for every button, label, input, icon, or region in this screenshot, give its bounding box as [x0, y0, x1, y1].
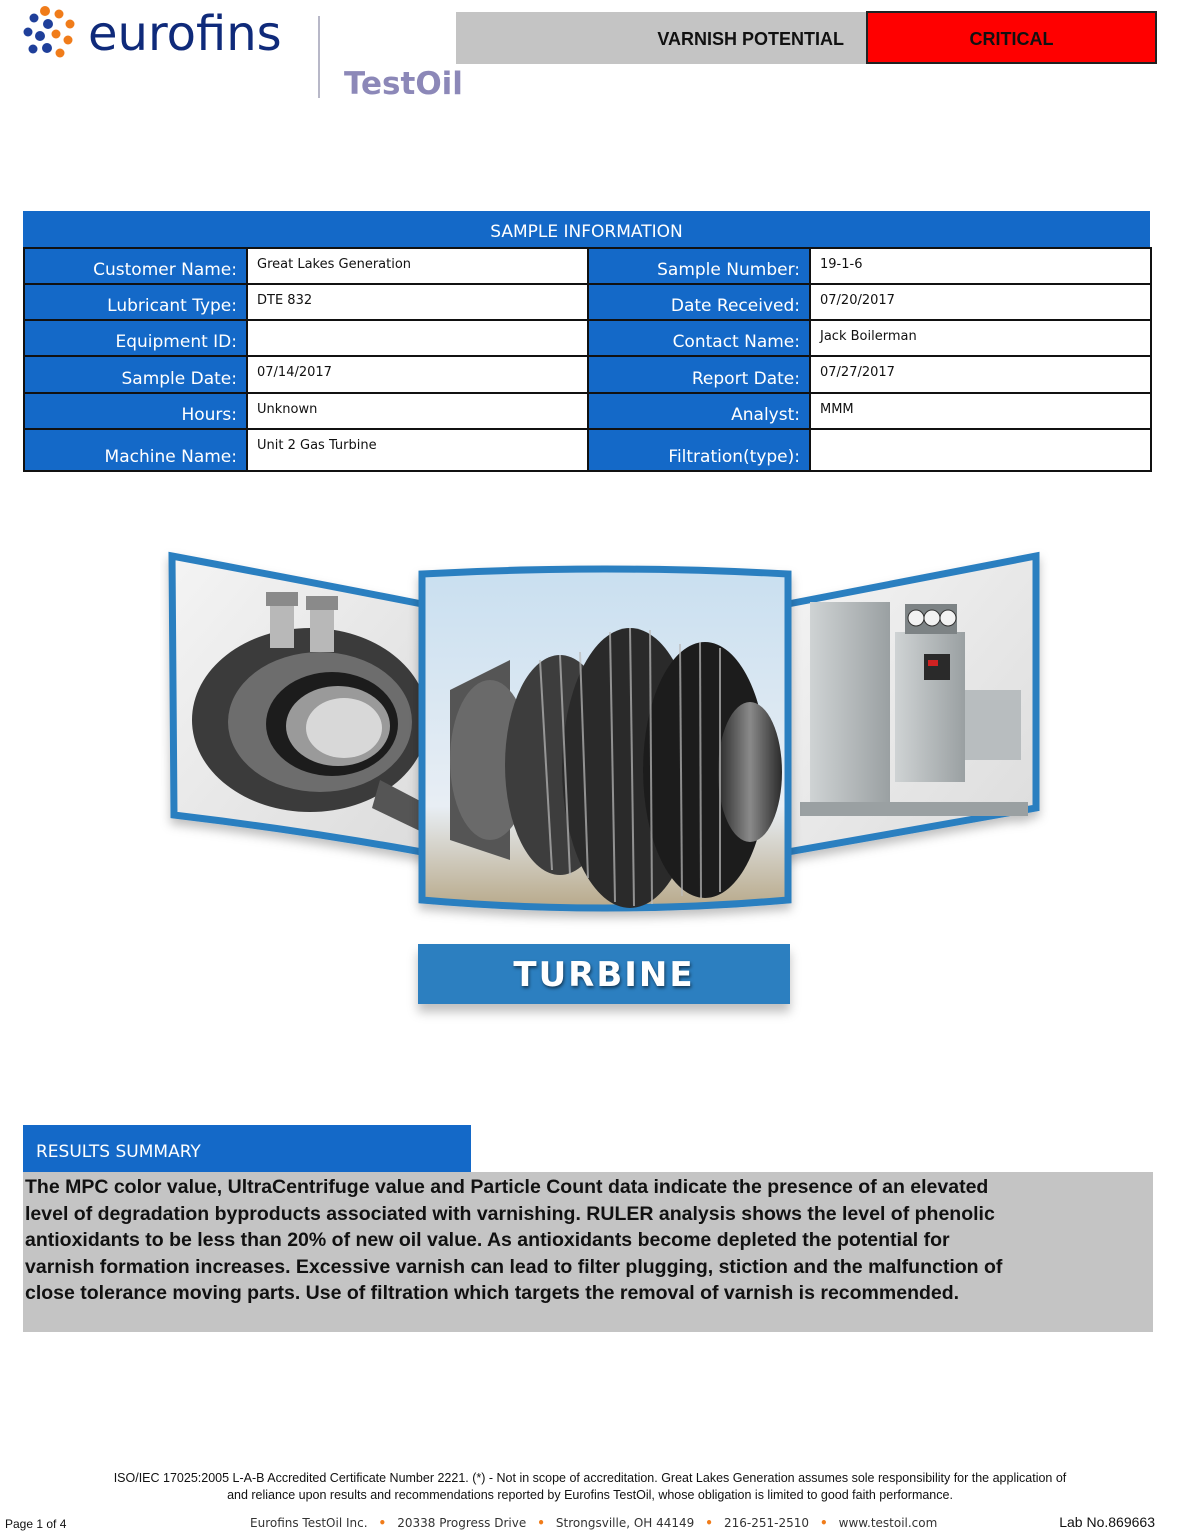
sample-field-label: Analyst: [588, 393, 810, 429]
sample-field-label: Sample Date: [24, 356, 247, 392]
results-line: close tolerance moving parts. Use of filtration which targets the removal of varnish is recommended. [25, 1282, 960, 1305]
sample-field-value: Unit 2 Gas Turbine [247, 429, 588, 471]
logo-dots-icon [22, 4, 80, 62]
sample-field-value: Jack Boilerman [810, 320, 1151, 356]
footer-address: 20338 Progress Drive [397, 1516, 527, 1530]
bullet-icon: • [378, 1516, 387, 1530]
results-summary-text [25, 1174, 1025, 1307]
page-number: Page 1 of 4 [5, 1517, 67, 1531]
accreditation-note [60, 1470, 1120, 1504]
footer-contact [250, 1516, 937, 1530]
footer-company: Eurofins TestOil Inc. [250, 1516, 368, 1530]
eurofins-logo [22, 4, 463, 104]
logo-divider [318, 16, 320, 98]
sample-info-row [24, 320, 1151, 356]
results-line: The MPC color value, UltraCentrifuge value and Particle Count data indicate the presence of an elevated [25, 1176, 989, 1198]
sample-field-value: Great Lakes Generation [247, 248, 588, 284]
sample-info-row [24, 429, 1151, 471]
sample-field-value: 19-1-6 [810, 248, 1151, 284]
oil-skid-panel [788, 556, 1036, 852]
sample-info-row [24, 248, 1151, 284]
accreditation-line: ISO/IEC 17025:2005 L-A-B Accredited Certificate Number 2221. (*) - Not in scope of accreditation. Great Lakes Generation assumes sole responsibility for the application of [113, 1471, 1067, 1485]
sample-field-value: 07/27/2017 [810, 356, 1151, 392]
varnish-potential-label: VARNISH POTENTIAL [657, 29, 844, 49]
sample-field-value: Unknown [247, 393, 588, 429]
sample-field-value [810, 429, 1151, 471]
sample-field-value: 07/20/2017 [810, 284, 1151, 320]
sample-field-label: Customer Name: [24, 248, 247, 284]
sample-info-title: SAMPLE INFORMATION [23, 211, 1150, 247]
footer-city: Strongsville, OH 44149 [555, 1516, 695, 1530]
sample-field-label: Contact Name: [588, 320, 810, 356]
sample-info-row [24, 356, 1151, 392]
sample-field-label: Machine Name: [24, 429, 247, 471]
varnish-potential-bar [456, 12, 866, 64]
bullet-icon: • [705, 1516, 713, 1530]
sample-field-label: Sample Number: [588, 248, 810, 284]
lab-number: Lab No.869663 [1059, 1514, 1155, 1530]
varnish-status-text: CRITICAL [969, 29, 1054, 49]
brand-sub: TestOil [344, 66, 463, 102]
sample-info-row [24, 393, 1151, 429]
sample-info-table [23, 247, 1152, 472]
sample-field-value [247, 320, 588, 356]
brand-name: eurofins [88, 6, 282, 62]
results-line: antioxidants to be less than 20% of new oil value. As antioxidants become depleted the potential for [25, 1229, 950, 1252]
footer-phone: 216-251-2510 [723, 1516, 809, 1530]
bullet-icon: • [819, 1516, 828, 1530]
results-line: level of degradation byproducts associated with varnishing. RULER analysis shows the level of phenolic [25, 1202, 995, 1225]
footer-website[interactable]: www.testoil.com [838, 1516, 938, 1530]
sample-info-row [24, 284, 1151, 320]
sample-field-value: DTE 832 [247, 284, 588, 320]
results-line: varnish formation increases. Excessive varnish can lead to filter plugging, stiction and the malfunction of [25, 1255, 1003, 1278]
sample-field-label: Filtration(type): [588, 429, 810, 471]
results-summary-title: RESULTS SUMMARY [23, 1125, 471, 1172]
sample-field-label: Hours: [24, 393, 247, 429]
turbine-banner-text: TURBINE [513, 955, 695, 995]
bearing-panel [172, 556, 428, 852]
results-summary-body [23, 1172, 1153, 1332]
sample-field-label: Report Date: [588, 356, 810, 392]
turbine-rotor-panel [422, 569, 788, 908]
varnish-status-badge [866, 11, 1157, 64]
sample-field-label: Equipment ID: [24, 320, 247, 356]
turbine-banner [418, 944, 790, 1004]
bullet-icon: • [537, 1516, 545, 1530]
sample-field-value: 07/14/2017 [247, 356, 588, 392]
accreditation-line: and reliance upon results and recommendations reported by Eurofins TestOil, whose obligation is limited to good faith performance. [227, 1488, 953, 1502]
sample-field-value: MMM [810, 393, 1151, 429]
sample-field-label: Date Received: [588, 284, 810, 320]
sample-field-label: Lubricant Type: [24, 284, 247, 320]
